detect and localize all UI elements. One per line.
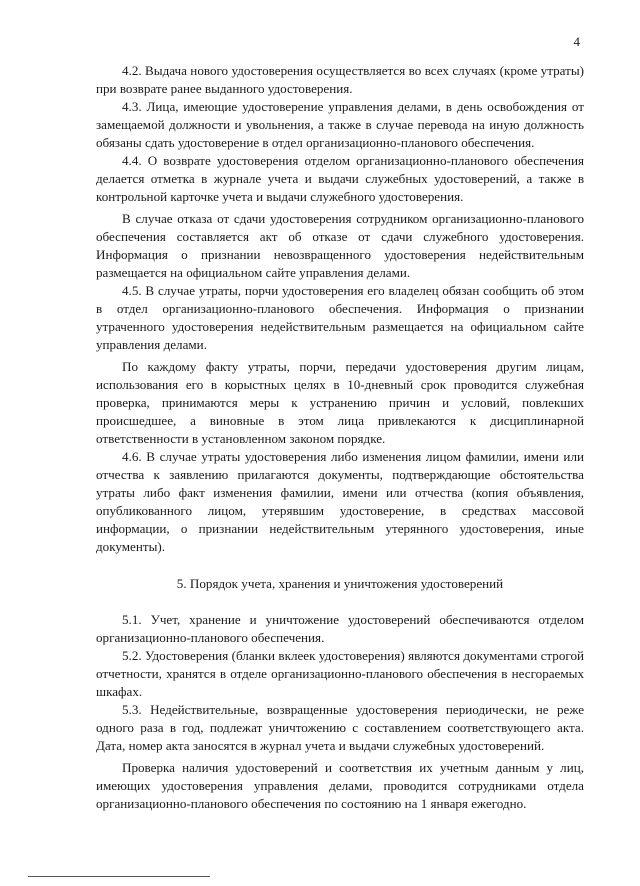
paragraph-4-2: 4.2. Выдача нового удостоверения осуществляется во всех случаях (кроме утраты) при возврате ранее выданного удостоверения. — [96, 63, 584, 96]
paragraph-official-inquiry: По каждому факту утраты, порчи, передачи удостоверения другим лицам, использования его в корыстных целях в 10-дневный срок проводится служебная проверка, принимаются меры к устранению причин и условий, повлекших происшедшее, а виновные в этом лица привлекаются к дисциплинарной ответственности в установленном законом порядке. — [96, 359, 584, 446]
paragraph-4-6: 4.6. В случае утраты удостоверения либо изменения лицом фамилии, имени или отчества к заявлению прилагаются документы, подтверждающие обстоятельства утраты либо факт изменения фамилии, имени или отчества (копия объявления, опубликованного лицом, утерявшим удостоверение, в средствах массовой информации, о признании недействительным утерянного удостоверения, иные документы). — [96, 449, 584, 554]
footer-divider — [28, 876, 210, 877]
paragraph-4-3: 4.3. Лица, имеющие удостоверение управления делами, в день освобождения от замещаемой должности и увольнения, а также в случае перевода на иную должность обязаны сдать удостоверение в отдел организационно-планового обеспечения. — [96, 99, 584, 150]
paragraph-4-4: 4.4. О возврате удостоверения отделом организационно-планового обеспечения делается отметка в журнале учета и выдачи служебных удостоверений, а также в контрольной карточке учета и выдачи служебного удостоверения. — [96, 153, 584, 204]
paragraph-inventory-check: Проверка наличия удостоверений и соответствия их учетным данным у лиц, имеющих удостоверения управления делами, проводится сотрудниками отдела организационно-планового обеспечения по состоянию на 1 января ежегодно. — [96, 760, 584, 811]
section-heading: 5. Порядок учета, хранения и уничтожения удостоверений — [176, 576, 504, 591]
paragraph-5-1: 5.1. Учет, хранение и уничтожение удостоверений обеспечиваются отделом организационно-планового обеспечения. — [96, 612, 584, 645]
page-number: 4 — [573, 34, 580, 49]
paragraph-4-5: 4.5. В случае утраты, порчи удостоверения его владелец обязан сообщить об этом в отдел организационно-планового обеспечения. Информация о признании утраченного удостоверения недействительным размещается на официальном сайте управления делами. — [96, 283, 584, 352]
paragraph-5-2: 5.2. Удостоверения (бланки вклеек удостоверения) являются документами строгой отчетности, хранятся в отделе организационно-планового обеспечения в несгораемых шкафах. — [96, 648, 584, 699]
document-body — [96, 62, 584, 813]
paragraph-5-3: 5.3. Недействительные, возвращенные удостоверения периодически, не реже одного раза в год, подлежат уничтожению с составлением соответствующего акта. Дата, номер акта заносятся в журнал учета и выдачи служебных удостоверений. — [96, 702, 584, 753]
paragraph-refusal: В случае отказа от сдачи удостоверения сотрудником организационно-планового обеспечения составляется акт об отказе от сдачи служебного удостоверения. Информация о признании невозвращенного удостоверения недействительным размещается на официальном сайте управления делами. — [96, 211, 584, 280]
